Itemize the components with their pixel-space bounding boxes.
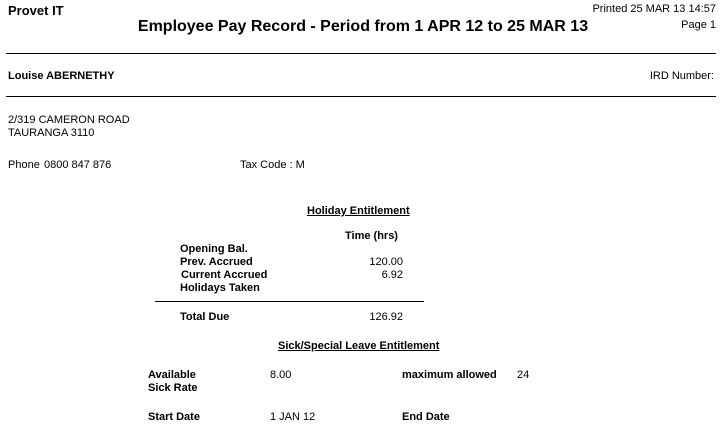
end-date-label: End Date xyxy=(402,411,450,423)
total-divider xyxy=(155,301,424,302)
ird-number-label: IRD Number: xyxy=(649,70,714,82)
maximum-allowed-value: 24 xyxy=(517,369,530,381)
holiday-row-label: Current Accrued xyxy=(181,269,268,281)
sick-leave-heading: Sick/Special Leave Entitlement xyxy=(278,340,440,352)
printed-timestamp: Printed 25 MAR 13 14:57 xyxy=(592,3,716,15)
company-name: Provet IT xyxy=(8,3,64,18)
address-line-2: TAURANGA 3110 xyxy=(8,127,95,139)
sick-rate-label: Sick Rate xyxy=(148,382,198,394)
time-hrs-header: Time (hrs) xyxy=(345,230,398,242)
holiday-row-label: Opening Bal. xyxy=(180,243,248,255)
start-date-value: 1 JAN 12 xyxy=(270,411,316,423)
holiday-row-label: Prev. Accrued xyxy=(180,256,253,268)
start-date-label: Start Date xyxy=(148,411,200,423)
total-due-label: Total Due xyxy=(180,311,230,323)
page-number: Page 1 xyxy=(681,19,716,31)
phone-label: Phone xyxy=(8,159,40,171)
employee-name: Louise ABERNETHY xyxy=(8,70,115,82)
report-title xyxy=(0,18,726,36)
maximum-allowed-label: maximum allowed xyxy=(402,369,497,381)
available-label: Available xyxy=(148,369,196,381)
total-due-value: 126.92 xyxy=(369,311,403,323)
employee-divider xyxy=(6,96,716,97)
holiday-row-label: Holidays Taken xyxy=(180,282,260,294)
available-value: 8.00 xyxy=(270,369,292,381)
report-title-text: Employee Pay Record - Period from 1 APR 12 to 25 MAR 13 xyxy=(137,18,589,35)
address-line-1: 2/319 CAMERON ROAD xyxy=(8,114,130,126)
holiday-row-value: 6.92 xyxy=(381,269,403,281)
phone-value: 0800 847 876 xyxy=(44,159,112,171)
tax-code: Tax Code : M xyxy=(240,159,305,171)
holiday-row-value: 120.00 xyxy=(369,256,403,268)
holiday-entitlement-heading: Holiday Entitlement xyxy=(307,205,410,217)
header-divider xyxy=(6,53,716,54)
